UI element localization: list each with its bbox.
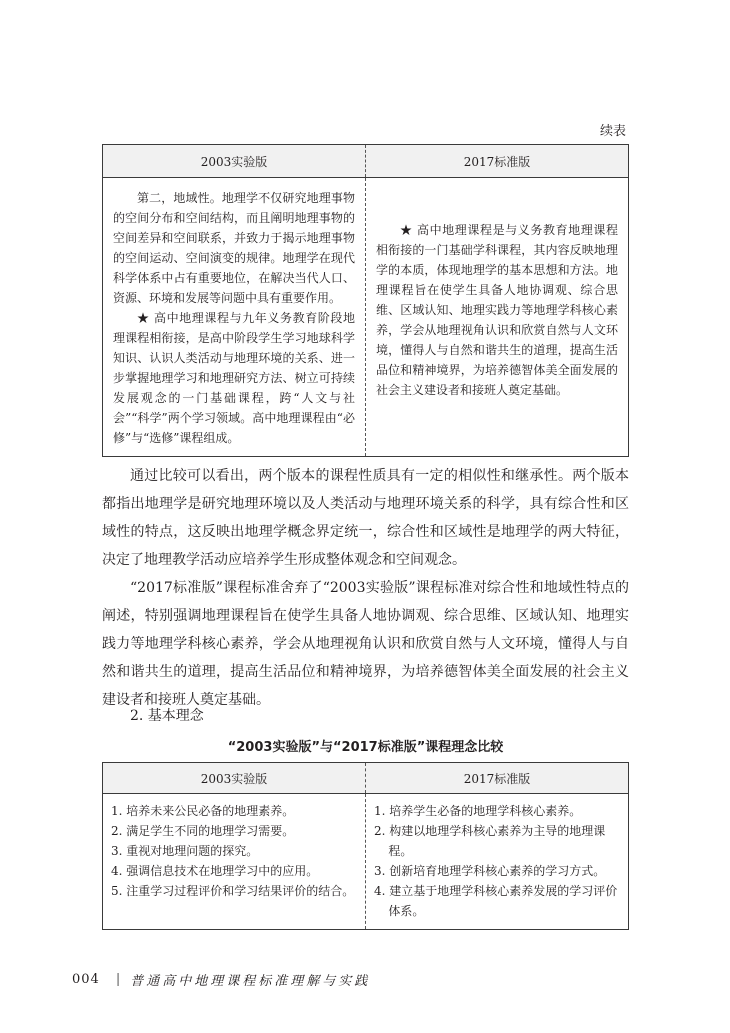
body-paragraph-comparison bbox=[102, 462, 629, 574]
body-paragraph-text: “2017标准版”课程标准舍弃了“2003实验版”课程标准对综合性和地域性特点的阐述，特别强调地理课程旨在使学生具备人地协调观、综合思维、区域认知、地理实践力等地理学科核心素养，学会从地理视角认识和欣赏自然与人文环境，懂得人与自然和谐共生的道理，提高生活品位和精神境界，为培养德智体美全面发展的社会主义建设者和接班人奠定基础。 bbox=[102, 580, 629, 708]
curriculum-nature-table bbox=[102, 144, 629, 457]
curriculum-philosophy-table bbox=[102, 762, 629, 930]
table1-2003-paragraph: 第二，地域性。地理学不仅研究地理事物的空间分布和空间结构，而且阐明地理事物的空间差异和空间联系，并致力于揭示地理事物的空间运动、空间演变的规律。地理学在现代科学体系中占有重要地位，在解决当代人口、资源、环境和发展等问题中具有重要作用。 bbox=[113, 191, 355, 305]
table2-header-2017: 2017标准版 bbox=[366, 763, 629, 794]
table2-2003-item: 4. 强调信息技术在地理学习中的应用。 bbox=[111, 864, 319, 878]
body-paragraph-2017-changes bbox=[102, 574, 629, 714]
table2-cell-2003 bbox=[103, 794, 366, 930]
table2-2003-item: 2. 满足学生不同的地理学习需要。 bbox=[111, 824, 295, 838]
page-footer bbox=[72, 970, 370, 989]
body-paragraph-text: 通过比较可以看出，两个版本的课程性质具有一定的相似性和继承性。两个版本都指出地理学是研究地理环境以及人类活动与地理环境关系的科学，具有综合性和区域性的特点，这反映出地理学概念界定统一，综合性和区域性是地理学的两大特征，决定了地理教学活动应培养学生形成整体观念和空间观念。 bbox=[102, 468, 629, 568]
table1-2017-paragraph: ★ 高中地理课程是与义务教育地理课程相衔接的一门基础学科课程，其内容反映地理学的本质，体现地理学的基本思想和方法。地理课程旨在使学生具备人地协调观、综合思维、区域认知、地理实践力等地理学科核心素养，学会从地理视角认识和欣赏自然与人文环境，懂得人与自然和谐共生的道理，提高生活品位和精神境界，为培养德智体美全面发展的社会主义建设者和接班人奠定基础。 bbox=[376, 223, 618, 397]
table2-header-2003: 2003实验版 bbox=[103, 763, 366, 794]
table1-cell-2017 bbox=[366, 178, 629, 457]
table2-2017-item: 2. 构建以地理学科核心素养为主导的地理课程。 bbox=[374, 824, 606, 858]
table2-2003-item: 3. 重视对地理问题的探究。 bbox=[111, 844, 259, 858]
table2-2003-item: 5. 注重学习过程评价和学习结果评价的结合。 bbox=[111, 884, 355, 898]
section-title: 2. 基本理念 bbox=[130, 708, 204, 724]
book-title: 普通高中地理课程标准理解与实践 bbox=[130, 974, 371, 989]
page-number: 004 bbox=[72, 972, 100, 987]
table2-cell-2017 bbox=[366, 794, 629, 930]
table1-cell-2003 bbox=[103, 178, 366, 457]
table2-2003-item: 1. 培养未来公民必备的地理素养。 bbox=[111, 804, 295, 818]
table1-header-2003: 2003实验版 bbox=[103, 145, 366, 178]
continued-label: 续表 bbox=[599, 124, 626, 139]
table2-2017-item: 1. 培养学生必备的地理学科核心素养。 bbox=[374, 804, 582, 818]
table2-2017-item: 3. 创新培育地理学科核心素养的学习方式。 bbox=[374, 864, 606, 878]
table2-caption: “2003实验版”与“2017标准版”课程理念比较 bbox=[227, 740, 504, 755]
table1-2003-paragraph: ★ 高中地理课程与九年义务教育阶段地理课程相衔接，是高中阶段学生学习地球科学知识、认识人类活动与地理环境的关系、进一步掌握地理学习和地理研究方法、树立可持续发展观念的一门基础课程，跨“人文与社会”“科学”两个学习领域。高中地理课程由“必修”与“选修”课程组成。 bbox=[113, 311, 355, 445]
table2-2017-item: 4. 建立基于地理学科核心素养发展的学习评价体系。 bbox=[374, 884, 618, 918]
table1-header-2017: 2017标准版 bbox=[366, 145, 629, 178]
footer-separator: | bbox=[115, 972, 121, 987]
